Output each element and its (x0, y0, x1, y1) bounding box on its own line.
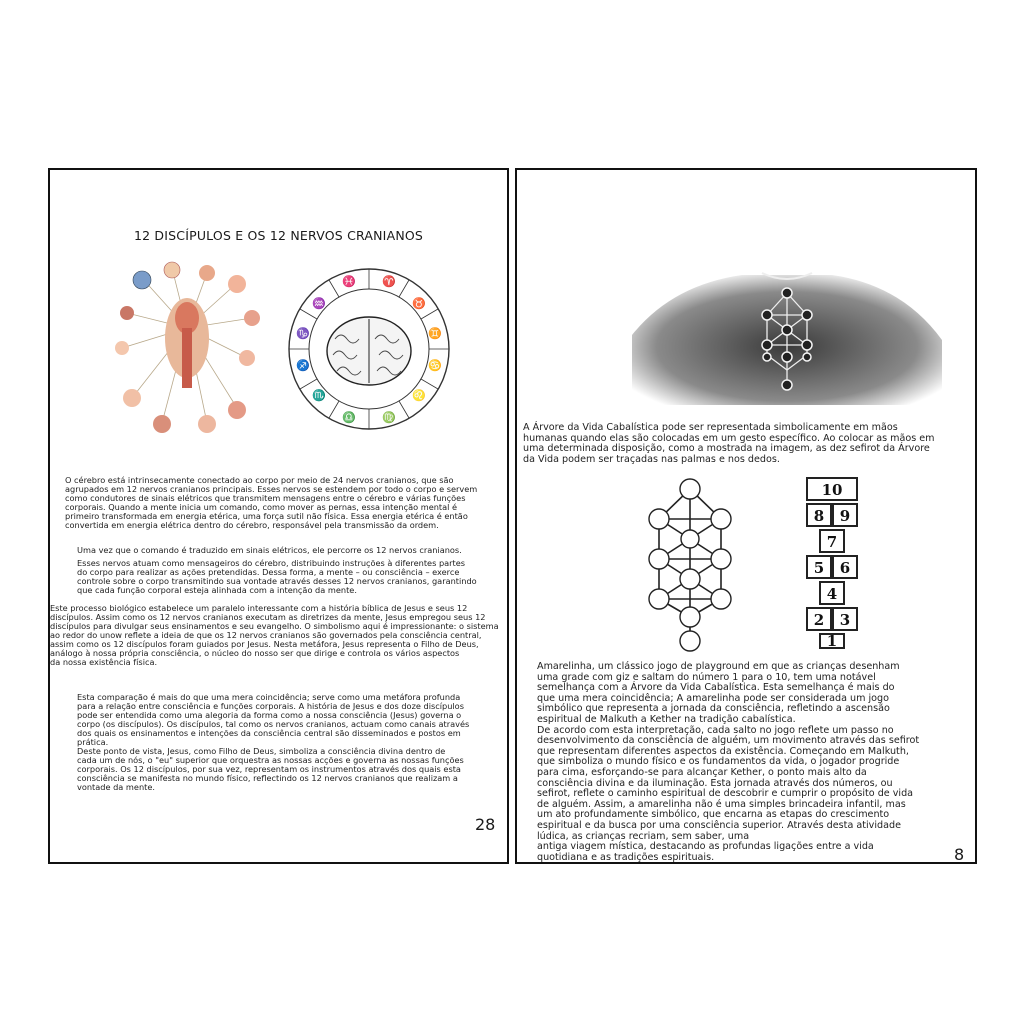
hop-5: 5 (813, 559, 825, 577)
hop-9: 9 (839, 507, 851, 525)
tree-of-life-back-photo (632, 245, 942, 405)
hop-2: 2 (813, 611, 825, 629)
cranial-nerves-illustration (112, 258, 262, 440)
svg-text:♑: ♑ (296, 327, 310, 340)
paragraph-5: Esta comparação é mais do que uma mera coincidência; serve como uma metáfora profunda para a relação entre consciência e funções corporais. A história de Jesus e dos doze discípulos pode ser entendida como uma alegoria da forma como a nossa consciência (Jesus) governa o corpo (os discípulos). Os discípulos, tal como os nervos cranianos, actuam como canais através dos quais os ensinamentos e intenções da consciência central são disseminados e postos em prática. Deste ponto de vista, Jesus, como Filho de Deus, simboliza a consciência divina dentro de cada um de nós, o "eu" superior que orquestra as nossas acções e governa as nossas funções corporais. Os 12 discípulos, por sua vez, representam os instrumentos através dos quais esta consciência se manifesta no mundo físico, reflectindo os 12 nervos cranianos que realizam a vontade da mente. (77, 692, 470, 792)
page-number: 28 (475, 815, 496, 834)
hop-1: 1 (826, 632, 838, 649)
svg-text:♓: ♓ (342, 275, 356, 288)
tree-of-life-diagram (645, 475, 735, 655)
paragraph-2: Amarelinha, um clássico jogo de playground em que as crianças desenham uma grade com giz e saltam do número 1 para o 10, tem uma notável semelhança com a Árvore da Vida Cabalística. Esta semelhança é mais do que uma mera coincidência; A amarelinha pode ser considerada um jogo simbólico que representa a jornada da consciência, refletindo a ascensão espiritual de Malkuth a Kether na tradição cabalística. De acordo com esta interpretação, cada salto no jogo reflete um passo no desenvolvimento da consciência de alguém, um movimento através das sefirot que representam diferentes aspectos da existência. Começando em Malkuth, que simboliza o mundo físico e os fundamentos da vida, o jogador progride para cima, esforçando-se para alcançar Kether, o ponto mais alto da consciência divina e da iluminação. Esta jornada através dos números, ou sefirot, reflete o caminho espiritual de descobrir e cumprir o propósito de vida de alguém. Assim, a amarelinha não é uma simples brincadeira infantil, mas um ato profundamente simbólico, que encarna as etapas do crescimento espiritual e da busca por uma consciência superior. Através desta atividade lúdica, as crianças recriam, sem saber, uma antiga viagem mística, destacando as profundas ligações entre a vida quotidiana e as tradições espirituais. (537, 661, 920, 863)
svg-text:♊: ♊ (428, 327, 442, 340)
paragraph-1: A Árvore da Vida Cabalística pode ser representada simbolicamente em mãos humanas quando elas são colocadas em um gesto específico. Ao colocar as mãos em uma determinada disposição, como a mostrada na imagem, as dez sefirot da Árvore da Vida podem ser traçadas nas palmas e nos dedos. (523, 422, 935, 465)
hop-8: 8 (813, 507, 825, 525)
svg-text:♐: ♐ (296, 359, 310, 372)
svg-text:♈: ♈ (382, 275, 396, 288)
page-title: 12 DISCÍPULOS E OS 12 NERVOS CRANIANOS (133, 228, 424, 243)
paragraph-1: O cérebro está intrinsecamente conectado ao corpo por meio de 24 nervos cranianos, que são agrupados em 12 nervos cranianos principais. Esses nervos se estendem por todo o corpo e servem como condutores de sinais elétricos que transmitem mensagens entre o cérebro e várias funções corporais. Quando a mente inicia um comando, como mover as pernas, essa intenção mental é primeiro transformada em energia etérica, uma força sutil não física. Essa energia etérica é então convertida em energia elétrica dentro do cérebro, responsável pela transmissão da ordem. (65, 475, 478, 530)
paragraph-4: Este processo biológico estabelece um paralelo interessante com a história bíblica de Jesus e seus 12 discípulos. Assim como os 12 nervos cranianos executam as diretrizes da mente, Jesus empregou seus 12 discípulos para divulgar seus ensinamentos e seu evangelho. O simbolismo aqui é impressionante: o sistema ao redor do unow reflete a ideia de que os 12 nervos cranianos são governados pela consciência central, assim como os 12 discípulos foram guiados por Jesus. Nesta metáfora, Jesus representa o Filho de Deus, análogo à nossa própria consciência, o núcleo do nosso ser que dirige e controla os vários aspectos da nossa existência física. (50, 603, 499, 667)
svg-text:♋: ♋ (428, 359, 442, 372)
paragraph-3: Esses nervos atuam como mensageiros do cérebro, distribuindo instruções à diferentes partes do corpo para realizar as ações pretendidas. Dessa forma, a mente – ou consciência – exerce controle sobre o corpo transmitindo sua vontade através desses 12 nervos cranianos, garantindo que cada função corporal esteja alinhada com a intenção da mente. (77, 558, 477, 595)
hop-6: 6 (839, 559, 851, 577)
right-page (515, 168, 977, 864)
hop-10: 10 (821, 481, 843, 499)
page-number: 8 (954, 845, 965, 864)
svg-text:♏: ♏ (312, 389, 326, 402)
left-page (48, 168, 509, 864)
svg-text:♎: ♎ (342, 411, 356, 424)
zodiac-brain-wheel (287, 267, 451, 431)
paragraph-2: Uma vez que o comando é traduzido em sinais elétricos, ele percorre os 12 nervos cranianos. (77, 545, 462, 555)
hop-3: 3 (839, 611, 851, 629)
hop-7: 7 (826, 533, 838, 551)
svg-text:♒: ♒ (312, 297, 326, 310)
svg-text:♌: ♌ (412, 389, 426, 402)
hop-4: 4 (826, 585, 838, 603)
svg-text:♉: ♉ (412, 297, 426, 310)
hopscotch-grid (793, 475, 871, 649)
svg-text:♍: ♍ (382, 411, 396, 424)
